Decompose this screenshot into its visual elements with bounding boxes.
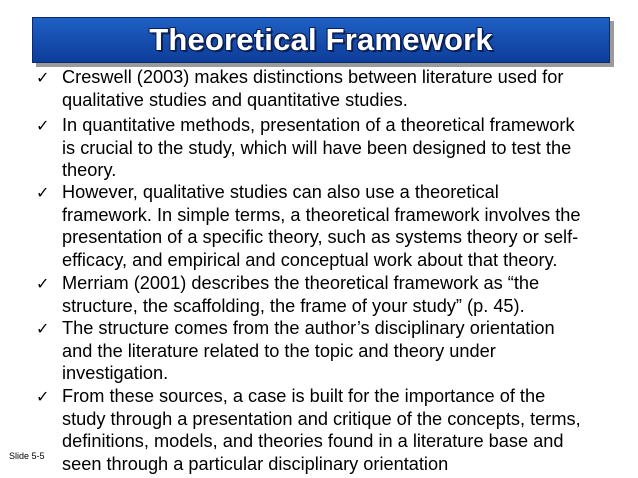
bullet-text: Creswell (2003) makes distinctions between literature used for qualitative studies and quantitative studies. <box>62 67 564 110</box>
bullet-text: From these sources, a case is built for the importance of the study through a presentation and critique of the concepts, terms, definitions, models, and theories found in a literature base and seen through a particular disciplinary orientation <box>62 386 581 474</box>
bullet-item <box>36 181 581 271</box>
checkmark-icon: ✓ <box>36 389 50 406</box>
checkmark-icon: ✓ <box>36 70 50 87</box>
bullet-text: The structure comes from the author’s disciplinary orientation and the literature related to the topic and theory under investigation. <box>62 318 555 383</box>
checkmark-icon: ✓ <box>36 276 50 293</box>
bullet-item <box>36 114 575 182</box>
checkmark-icon: ✓ <box>36 321 50 338</box>
checkmark-icon: ✓ <box>36 185 50 202</box>
slide-title: Theoretical Framework <box>149 22 493 57</box>
bullet-item <box>36 385 581 475</box>
bullet-item <box>36 317 555 385</box>
bullet-item <box>36 272 539 317</box>
bullet-text: In quantitative methods, presentation of a theoretical framework is crucial to the study, which will have been designed to test the theory. <box>62 115 575 180</box>
checkmark-icon: ✓ <box>36 118 50 135</box>
slide-number: Slide 5-5 <box>9 451 45 461</box>
bullet-item <box>36 66 563 111</box>
bullet-text: However, qualitative studies can also use a theoretical framework. In simple terms, a theoretical framework involves the presentation of a specific theory, such as systems theory or self- efficacy, and empirical and conceptual work about that theory. <box>62 182 581 270</box>
bullet-text: Merriam (2001) describes the theoretical framework as “the structure, the scaffolding, the frame of your study” (p. 45). <box>62 273 540 316</box>
